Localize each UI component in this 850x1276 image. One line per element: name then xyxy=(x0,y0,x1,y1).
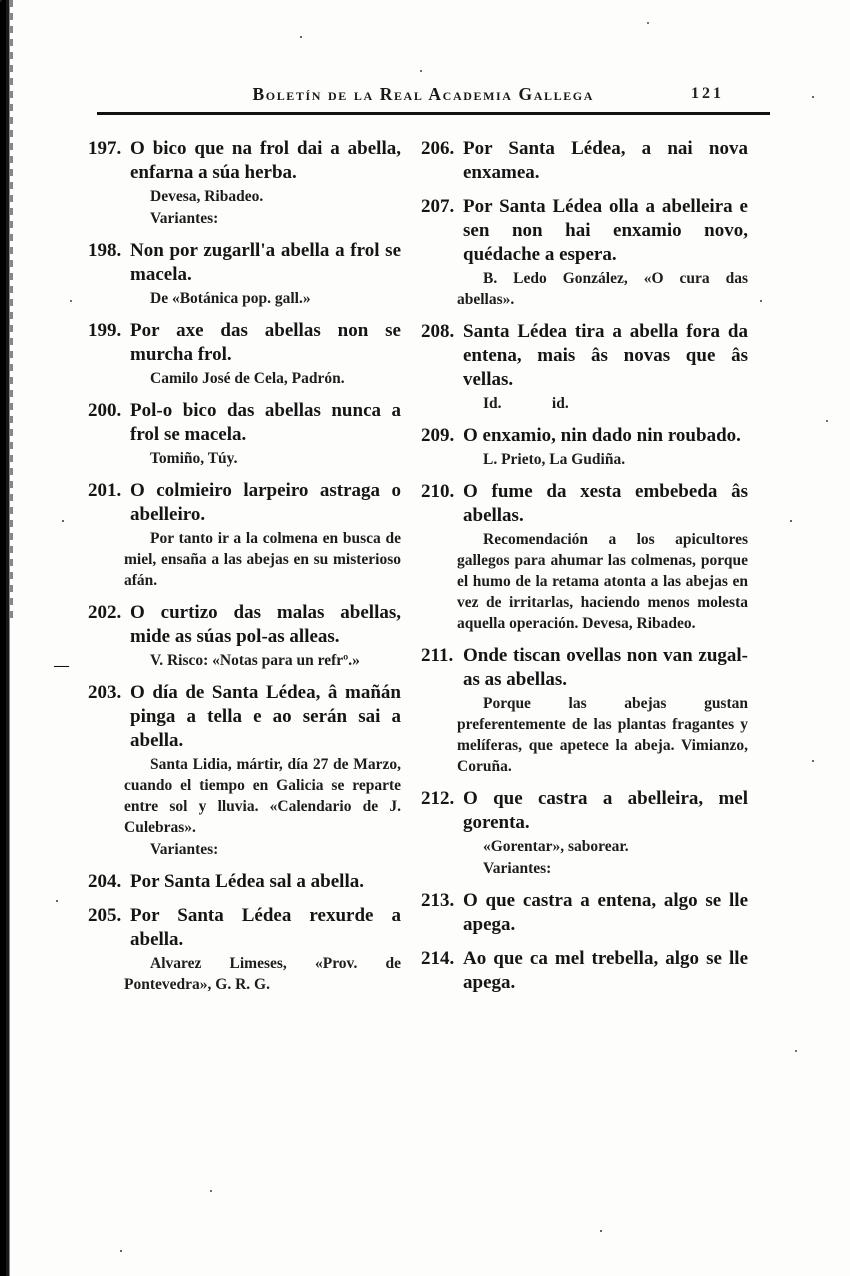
entry-number: 204. xyxy=(88,871,122,892)
entry-body xyxy=(463,947,748,995)
entry-number: 198. xyxy=(88,240,122,261)
entry-body xyxy=(457,480,752,634)
entry-note: Variantes: xyxy=(483,860,552,877)
entry-note: Variantes: xyxy=(150,210,219,227)
proverb-text: O fume da xesta embebeda âs abellas. xyxy=(463,481,748,526)
entry-number: 197. xyxy=(88,138,122,159)
entry-body xyxy=(130,319,401,389)
proverb-entry xyxy=(421,424,748,470)
entry-note: De «Botánica pop. gall.» xyxy=(150,290,311,307)
entry-body xyxy=(124,681,405,860)
entry-body xyxy=(130,870,401,894)
entry-body xyxy=(463,424,748,470)
column-left xyxy=(88,137,405,1005)
column-right xyxy=(421,137,752,1005)
proverb-entry xyxy=(421,320,748,414)
entry-number: 200. xyxy=(88,400,122,421)
entry-number: 214. xyxy=(421,948,455,969)
proverb-entry xyxy=(421,195,752,310)
entry-number: 209. xyxy=(421,425,455,446)
entry-body xyxy=(457,195,752,310)
proverb-entry xyxy=(421,947,748,995)
proverb-entry xyxy=(88,904,405,995)
entry-note: Santa Lidia, mártir, día 27 de Marzo, cuando el tiempo en Galicia se reparte entre sol y lluvia. «Calendario de J. Culebras». xyxy=(124,756,405,836)
entry-note: B. Ledo González, «O cura das abellas». xyxy=(457,270,752,308)
entry-body xyxy=(130,137,401,229)
entry-number: 212. xyxy=(421,788,455,809)
proverb-text: Ao que ca mel trebella, algo se lle apega. xyxy=(463,948,748,993)
proverb-text: Pol-o bico das abellas nunca a frol se macela. xyxy=(130,400,401,445)
proverb-text: Por Santa Lédea rexurde a abella. xyxy=(130,905,401,950)
entry-note: L. Prieto, La Gudiña. xyxy=(483,451,626,468)
entry-note: Recomendación a los apicultores gallegos para ahumar las colmenas, porque el humo de la retama atonta a las abejas en vez de irritarlas, haciendo menos molesta aquella operación. Devesa, Ribadeo. xyxy=(457,531,752,632)
entry-body xyxy=(124,904,405,995)
proverb-entry xyxy=(421,137,748,185)
text-columns xyxy=(88,137,752,1005)
entry-body xyxy=(124,479,405,591)
entry-number: 210. xyxy=(421,481,455,502)
proverb-text: O que castra a abelleira, mel gorenta. xyxy=(463,788,748,833)
proverb-entry xyxy=(88,681,405,860)
journal-title: Boletín de la Real Academia Gallega xyxy=(252,84,595,104)
page-number: 121 xyxy=(691,85,724,102)
proverb-entry xyxy=(88,319,401,389)
proverb-text: O curtizo das malas abellas, mide as súas pol-as alleas. xyxy=(130,602,401,647)
entry-number: 199. xyxy=(88,320,122,341)
proverb-text: O que castra a entena, algo se lle apega. xyxy=(463,890,748,935)
header-rule xyxy=(97,112,770,115)
entry-body xyxy=(463,787,748,879)
entry-note: «Gorentar», saborear. xyxy=(483,838,629,855)
proverb-text: Non por zugarll'a abella a frol se macela. xyxy=(130,240,401,285)
entry-note: Camilo José de Cela, Padrón. xyxy=(150,370,345,387)
proverb-entry xyxy=(88,399,401,469)
entry-note: Por tanto ir a la colmena en busca de miel, ensaña a las abejas en su misterioso afán. xyxy=(124,530,405,589)
entry-note: Id. id. xyxy=(483,395,569,412)
proverb-entry xyxy=(88,239,401,309)
entry-body xyxy=(463,320,748,414)
proverb-entry xyxy=(421,644,752,777)
entry-note: Tomiño, Túy. xyxy=(150,450,238,467)
entry-body xyxy=(130,239,401,309)
proverb-entry xyxy=(421,480,752,634)
proverb-entry xyxy=(88,479,405,591)
entry-body xyxy=(463,137,748,185)
entry-body xyxy=(130,601,401,671)
entry-body xyxy=(457,644,752,777)
entry-number: 213. xyxy=(421,890,455,911)
entry-note: Variantes: xyxy=(150,841,219,858)
proverb-text: Por Santa Lédea, a nai nova enxamea. xyxy=(463,138,748,183)
proverb-text: O bico que na frol dai a abella, enfarna a súa herba. xyxy=(130,138,401,183)
proverb-entry xyxy=(421,889,748,937)
proverb-entry xyxy=(421,787,748,879)
entry-number: 203. xyxy=(88,682,122,703)
proverb-text: O colmieiro larpeiro astraga o abelleiro. xyxy=(130,480,401,525)
entry-number: 208. xyxy=(421,321,455,342)
entry-body xyxy=(130,399,401,469)
proverb-text: Onde tiscan ovellas non van zugal-as as abellas. xyxy=(463,645,748,690)
margin-mark: — xyxy=(54,658,69,674)
proverb-text: O día de Santa Lédea, â mañán pinga a tella e ao serán sai a abella. xyxy=(130,682,401,751)
scan-speckles xyxy=(0,0,2,2)
entry-number: 206. xyxy=(421,138,455,159)
entry-number: 202. xyxy=(88,602,122,623)
proverb-text: O enxamio, nin dado nin roubado. xyxy=(463,425,741,446)
entry-number: 205. xyxy=(88,905,122,926)
proverb-entry xyxy=(88,870,401,894)
proverb-entry xyxy=(88,137,401,229)
proverb-text: Santa Lédea tira a abella fora da entena, mais âs novas que âs vellas. xyxy=(463,321,748,390)
entry-note: V. Risco: «Notas para un refrº.» xyxy=(150,652,360,669)
entry-note: Porque las abejas gustan preferentemente de las plantas fragantes y melíferas, que apetece la abeja. Vimianzo, Coruña. xyxy=(457,695,752,775)
entry-number: 207. xyxy=(421,196,455,217)
proverb-text: Por Santa Lédea olla a abelleira e sen non hai enxamio novo, quédache a espera. xyxy=(463,196,748,265)
entry-number: 211. xyxy=(421,645,454,666)
proverb-text: Por Santa Lédea sal a abella. xyxy=(130,871,364,892)
entry-note: Alvarez Limeses, «Prov. de Pontevedra», G. R. G. xyxy=(124,955,405,993)
proverb-entry xyxy=(88,601,401,671)
entry-note: Devesa, Ribadeo. xyxy=(150,188,264,205)
proverb-text: Por axe das abellas non se murcha frol. xyxy=(130,320,401,365)
binding-edge xyxy=(0,0,11,1276)
entry-body xyxy=(463,889,748,937)
entry-number: 201. xyxy=(88,480,122,501)
page-header xyxy=(97,84,770,106)
